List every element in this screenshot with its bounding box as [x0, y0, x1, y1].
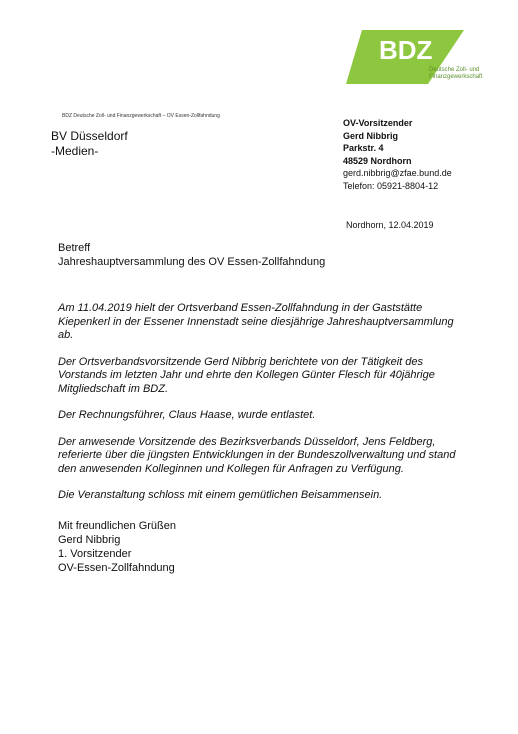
body-paragraph: Der Ortsverbandsvorsitzende Gerd Nibbrig berichtete von der Tätigkeit des Vorstands im letzten Jahr und ehrte den Kollegen Günter Flesch für 40jährige Mitgliedschaft im BDZ.: [58, 355, 435, 395]
recipient-line: BV Düsseldorf: [51, 129, 128, 143]
closing-block: [58, 519, 176, 575]
subject-label: Betreff: [58, 242, 91, 254]
contact-name: Gerd Nibbrig: [343, 130, 399, 141]
body-paragraph: Am 11.04.2019 hielt der Ortsverband Essen-Zollfahndung in der Gaststätte Kiepenkerl in der Essener Innenstadt seine diesjährige Jahreshauptversammlung ab.: [58, 302, 454, 341]
logo-subtitle-line2: Finanzgewerkschaft: [429, 74, 483, 80]
contact-phone: Telefon: 05921-8804-12: [343, 180, 439, 191]
body-paragraph: Der anwesende Vorsitzende des Bezirksverbands Düsseldorf, Jens Feldberg, referierte über die jüngsten Entwicklungen in der Bundeszollverwaltung und stand den anwesenden Kolleginnen und Kollegen für Anfragen zu Verfügung.: [58, 435, 456, 475]
subject-text: Jahreshauptversammlung des OV Essen-Zollfahndung: [58, 256, 326, 268]
body-paragraph: Die Veranstaltung schloss mit einem gemütlichen Beisammensein.: [58, 489, 383, 501]
contact-street: Parkstr. 4: [343, 143, 384, 153]
contact-city: 48529 Nordhorn: [343, 155, 412, 166]
logo-mark: BDZ: [379, 35, 433, 65]
closing-greeting: Mit freundlichen Grüßen: [58, 520, 176, 532]
recipient-line: -Medien-: [51, 144, 99, 158]
sender-return-line: BDZ Deutsche Zoll- und Finanzgewerkschaft – OV Essen-Zollfahndung: [62, 113, 220, 119]
letter-date: Nordhorn, 12.04.2019: [346, 220, 434, 230]
logo-subtitle-line1: Deutsche Zoll- und: [429, 67, 480, 73]
letter-body: [58, 302, 458, 516]
contact-email: gerd.nibbrig@zfae.bund.de: [343, 168, 452, 178]
closing-signatory: Gerd Nibbrig: [58, 534, 121, 546]
contact-role: OV-Vorsitzender: [343, 118, 413, 128]
closing-title: 1. Vorsitzender: [58, 548, 132, 560]
bdz-logo: [346, 28, 483, 84]
recipient-block: [51, 129, 128, 159]
subject-block: [58, 241, 325, 269]
closing-organization: OV-Essen-Zollfahndung: [58, 562, 175, 574]
body-paragraph: Der Rechnungsführer, Claus Haase, wurde entlastet.: [58, 409, 316, 421]
contact-block: [343, 117, 452, 192]
